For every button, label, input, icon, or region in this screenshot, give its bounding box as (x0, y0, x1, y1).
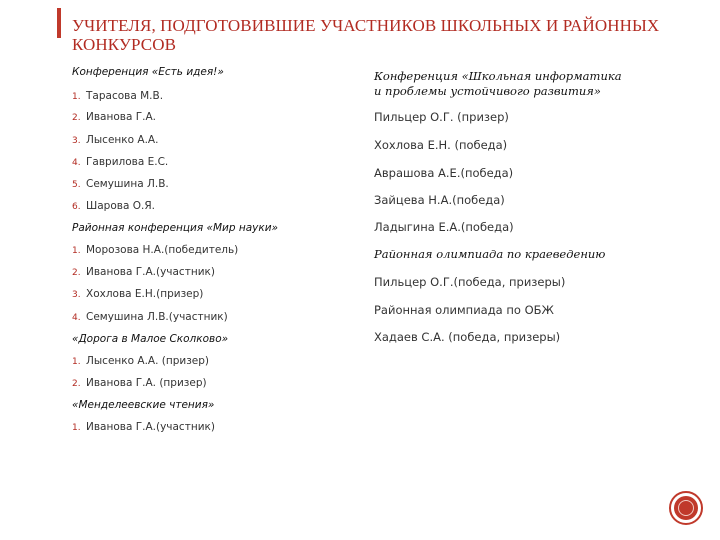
list-number: 3. (72, 136, 81, 146)
section-heading-est-ideya: Конференция «Есть идея!» (72, 66, 224, 78)
list-item-text: Лысенко А.А. (86, 134, 159, 146)
list-item (72, 178, 169, 190)
list-item-text: Семушина Л.В.(участник) (86, 311, 228, 323)
list-item-text: Семушина Л.В. (86, 178, 169, 190)
section-heading-skolkovo: «Дорога в Малое Сколково» (72, 333, 229, 345)
list-number: 6. (72, 202, 81, 212)
list-item (72, 311, 228, 323)
list-item: Пильцер О.Г. (призер) (374, 110, 509, 124)
section-line-obzh: Районная олимпиада по ОБЖ (374, 303, 554, 317)
list-item-text: Иванова Г.А.(участник) (86, 421, 215, 433)
list-item (72, 421, 215, 433)
list-number: 1. (72, 92, 81, 102)
list-item-text: Морозова Н.А.(победитель) (86, 244, 239, 256)
list-item: Зайцева Н.А.(победа) (374, 193, 505, 207)
list-item (72, 244, 238, 256)
list-item: Ладыгина Е.А.(победа) (374, 220, 514, 234)
list-item-text: Тарасова М.В. (86, 90, 164, 102)
list-item-text: Гаврилова Е.С. (86, 156, 169, 168)
list-item (72, 377, 207, 389)
list-number: 1. (72, 246, 81, 256)
list-number: 2. (72, 113, 81, 123)
section-heading-informatika-line2: и проблемы устойчивого развития» (374, 84, 601, 98)
section-heading-mir-nauki: Районная конференция «Мир науки» (72, 222, 279, 234)
list-item (72, 156, 168, 168)
section-heading-informatika-line1: Конференция «Школьная информатика (374, 69, 622, 83)
list-number: 1. (72, 357, 81, 367)
list-item (72, 288, 203, 300)
list-number: 2. (72, 379, 81, 389)
title-accent-bar (57, 8, 61, 38)
list-item-text: Иванова Г.А.(участник) (86, 266, 215, 278)
list-item (72, 111, 156, 123)
list-number: 3. (72, 290, 81, 300)
list-item-text: Хохлова Е.Н.(призер) (86, 288, 204, 300)
list-number: 5. (72, 180, 81, 190)
section-heading-kraevedenie: Районная олимпиада по краеведению (374, 247, 606, 261)
list-item-text: Иванова Г.А. (86, 111, 156, 123)
list-item (72, 134, 158, 146)
list-item: Аврашова А.Е.(победа) (374, 166, 514, 180)
page-title: УЧИТЕЛЯ, ПОДГОТОВИВШИЕ УЧАСТНИКОВ ШКОЛЬНЫХ И РАЙОННЫХ КОНКУРСОВ (72, 16, 660, 54)
list-item (72, 355, 209, 367)
list-item-text: Лысенко А.А. (призер) (86, 355, 210, 367)
list-item: Пильцер О.Г.(победа, призеры) (374, 275, 566, 289)
list-item-text: Иванова Г.А. (призер) (86, 377, 207, 389)
list-item (72, 266, 215, 278)
slide-nav-button[interactable] (669, 491, 703, 525)
list-item (72, 90, 163, 102)
list-item: Хохлова Е.Н. (победа) (374, 138, 508, 152)
list-item-text: Шарова О.Я. (86, 200, 155, 212)
list-number: 1. (72, 423, 81, 433)
section-heading-mendeleev: «Менделеевские чтения» (72, 399, 215, 411)
list-number: 4. (72, 313, 81, 323)
list-item: Хадаев С.А. (победа, призеры) (374, 330, 561, 344)
list-number: 4. (72, 158, 81, 168)
list-number: 2. (72, 268, 81, 278)
list-item (72, 200, 155, 212)
